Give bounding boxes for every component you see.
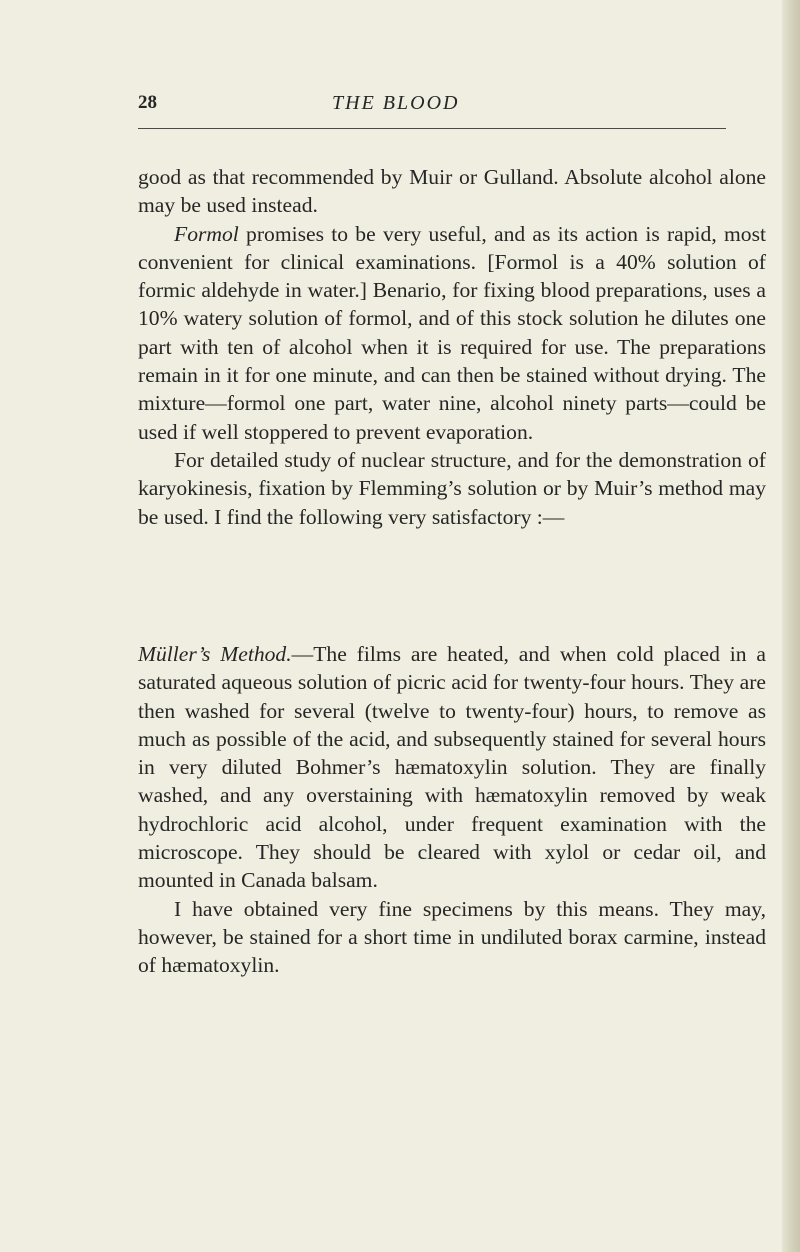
text-block-upper bbox=[138, 163, 766, 531]
text-block-lower bbox=[138, 640, 766, 980]
paragraph-formol bbox=[138, 220, 766, 446]
paragraph-mullers-method-body: —The films are heated, and when cold placed in a saturated aqueous solution of picric acid for twenty-four hours. They are then washed for several (twelve to twenty-four) hours, to remove as much as possible of the acid, and subsequently stained for several hours in very diluted Bohmer’s hæmatoxylin solution. They are finally washed, and any overstaining with hæmatoxylin removed by weak hydrochloric acid alcohol, under frequent examination with the microscope. They should be cleared with xylol or cedar oil, and mounted in Canada balsam. bbox=[138, 642, 766, 893]
page-number: 28 bbox=[138, 92, 157, 113]
paragraph-specimens: I have obtained very fine specimens by this means. They may, however, be stained for a short time in undiluted borax carmine, instead of hæmatoxylin. bbox=[138, 896, 766, 978]
paragraph-1: good as that recommended by Muir or Gulland. Absolute alcohol alone may be used instead. bbox=[138, 165, 766, 218]
page-edge bbox=[782, 0, 800, 1252]
paragraph-nuclear-structure: For detailed study of nuclear structure, and for the demonstration of karyokinesis, fixation by Flemming’s solution or by Muir’s method may be used. I find the following very satisfactory :— bbox=[138, 447, 766, 529]
paragraph-formol-lead: Formol bbox=[174, 221, 239, 246]
paragraph-mullers-method bbox=[138, 640, 766, 895]
paragraph-mullers-method-lead: Müller’s Method. bbox=[138, 642, 292, 666]
running-head: THE BLOOD bbox=[332, 92, 460, 114]
page-header bbox=[0, 92, 800, 126]
paragraph-formol-body: promises to be very useful, and as its action is rapid, most convenient for clinical examinations. [Formol is a 40% solution of formic aldehyde in water.] Benario, for fixing blood preparations, uses a 10% watery solution of formol, and of this stock solution he dilutes one part with ten of alcohol when it is required for use. The preparations remain in it for one minute, and can then be stained without drying. The mixture—formol one part, water nine, alcohol ninety parts—could be used if well stoppered to prevent evaporation. bbox=[138, 221, 766, 444]
header-rule bbox=[138, 128, 726, 129]
